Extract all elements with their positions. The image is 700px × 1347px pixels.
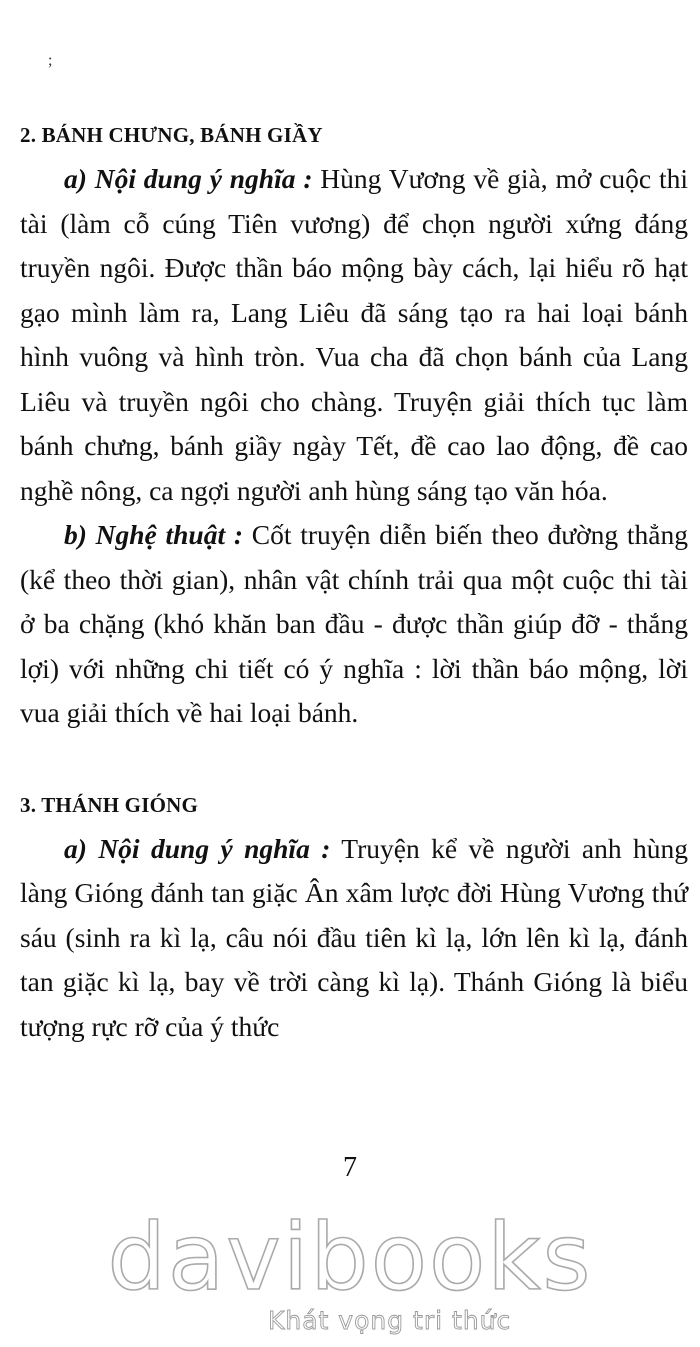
paragraph-noi-dung-banh-chung bbox=[20, 157, 688, 513]
watermark-brand: davibooks bbox=[107, 1204, 593, 1311]
page-number: 7 bbox=[343, 1152, 357, 1183]
page-speck: ; bbox=[48, 52, 53, 69]
paragraph-noi-dung-thanh-giong bbox=[20, 827, 688, 1050]
section-spacer bbox=[20, 736, 688, 783]
paragraph-body: Cốt truyện diễn biến theo đường thẳng (kể theo thời gian), nhân vật chính trải qua một cuộc thi tài ở ba chặng (khó khăn ban đầu - được thần giúp đỡ - thắng lợi) với những chi tiết có ý nghĩa : lời thần báo mộng, lời vua giải thích về hai loại bánh. bbox=[20, 519, 688, 728]
section-heading-banh-chung: 2. BÁNH CHƯNG, BÁNH GIẦY bbox=[20, 123, 323, 147]
watermark-tagline: Khát vọng tri thức bbox=[268, 1306, 512, 1335]
paragraph-lead: a) Nội dung ý nghĩa : bbox=[64, 163, 313, 194]
section-heading-thanh-giong: 3. THÁNH GIÓNG bbox=[20, 792, 199, 817]
paragraph-lead: b) Nghệ thuật : bbox=[64, 519, 244, 550]
paragraph-nghe-thuat-banh-chung bbox=[20, 513, 688, 736]
page-content bbox=[20, 113, 688, 1049]
paragraph-body: Truyện kể về người anh hùng làng Gióng đánh tan giặc Ân xâm lược đời Hùng Vương thứ sáu (sinh ra kì lạ, câu nói đầu tiên kì lạ, lớn lên kì lạ, đánh tan giặc kì lạ, bay về trời càng kì lạ). Thánh Gióng là biểu tượng rực rỡ của ý thức bbox=[20, 832, 688, 1042]
paragraph-lead: a) Nội dung ý nghĩa : bbox=[64, 832, 331, 864]
paragraph-body: Hùng Vương về già, mở cuộc thi tài (làm cỗ cúng Tiên vương) để chọn người xứng đáng truyền ngôi. Được thần báo mộng bày cách, lại hiểu rõ hạt gạo mình làm ra, Lang Liêu đã sáng tạo ra hai loại bánh hình vuông và hình tròn. Vua cha đã chọn bánh của Lang Liêu và truyền ngôi cho chàng. Truyện giải thích tục làm bánh chưng, bánh giầy ngày Tết, đề cao lao động, đề cao nghề nông, ca ngợi người anh hùng sáng tạo văn hóa. bbox=[20, 163, 688, 506]
